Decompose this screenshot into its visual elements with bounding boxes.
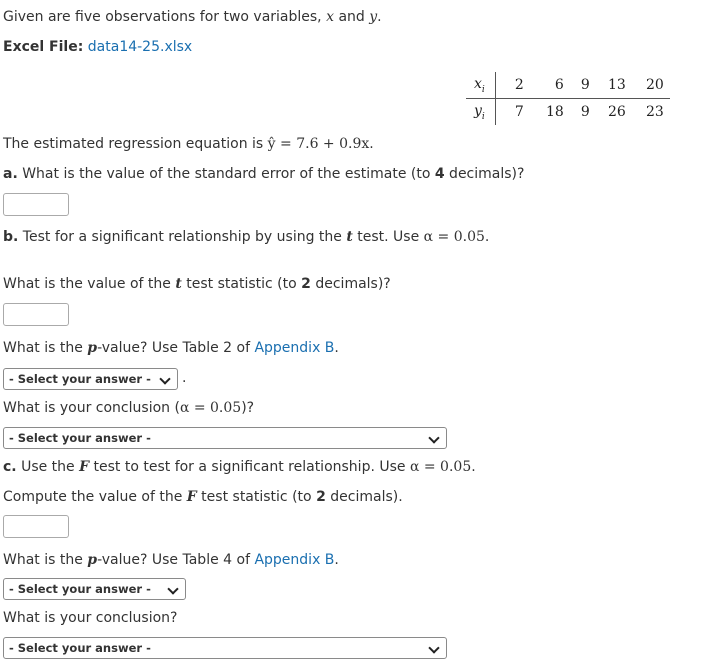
f-pvalue-question: What is the p-value? Use Table 4 of Appendix B. xyxy=(3,552,339,568)
x-value: 2 xyxy=(495,72,524,99)
excel-file-link[interactable]: data14-25.xlsx xyxy=(87,39,193,55)
f-statistic-input[interactable] xyxy=(3,515,69,538)
appendix-b-link[interactable]: Appendix B xyxy=(254,340,335,356)
t-statistic-question: What is the value of the t test statistic (to 2 decimals)? xyxy=(3,276,391,292)
f-pvalue-select[interactable]: - Select your answer - xyxy=(3,578,186,600)
y-value: 23 xyxy=(645,104,664,120)
x-value: 6 xyxy=(524,72,564,99)
f-statistic-question: Compute the value of the F test statistic (to 2 decimals). xyxy=(3,489,403,505)
excel-file-line xyxy=(3,39,192,55)
x-row xyxy=(466,72,670,99)
chevron-down-icon xyxy=(159,373,170,384)
x-value: 20 xyxy=(626,72,670,99)
chevron-down-icon xyxy=(167,583,178,594)
chevron-down-icon xyxy=(428,642,439,653)
std-error-input[interactable] xyxy=(3,193,69,216)
t-pvalue-select[interactable]: - Select your answer - xyxy=(3,368,178,390)
regression-equation-line: The estimated regression equation is ŷ = 7.6 + 0.9x. xyxy=(3,136,374,152)
chevron-down-icon xyxy=(428,432,439,443)
x-value: 9 xyxy=(564,72,590,99)
y-value: 26 xyxy=(607,104,626,120)
intro-text: Given are five observations for two variables, x and y. xyxy=(3,9,382,25)
x-value: 13 xyxy=(590,72,626,99)
y-value: 7 xyxy=(514,104,524,120)
part-a-question: a. What is the value of the standard error of the estimate (to 4 decimals)? xyxy=(3,166,525,182)
t-statistic-input[interactable] xyxy=(3,303,69,326)
y-label: $y_i$ xyxy=(466,99,495,126)
x-label: $x_i$ xyxy=(466,72,495,99)
excel-file-label: Excel File: xyxy=(3,39,84,55)
regression-equation: ŷ = 7.6 + 0.9x xyxy=(267,136,370,152)
part-c-intro: c. Use the F test to test for a significant relationship. Use α = 0.05. xyxy=(3,459,476,475)
t-conclusion-question: What is your conclusion (α = 0.05)? xyxy=(3,400,255,416)
appendix-b-link[interactable]: Appendix B xyxy=(254,552,335,568)
y-value: 18 xyxy=(545,104,564,120)
f-conclusion-select[interactable]: - Select your answer - xyxy=(3,637,447,659)
y-row xyxy=(466,99,670,126)
t-pvalue-question: What is the p-value? Use Table 2 of Appendix B. xyxy=(3,340,339,356)
f-conclusion-question: What is your conclusion? xyxy=(3,610,178,626)
part-b-intro: b. Test for a significant relationship by using the t test. Use α = 0.05. xyxy=(3,229,490,245)
observations-table xyxy=(466,72,670,125)
t-conclusion-select[interactable]: - Select your answer - xyxy=(3,427,447,449)
y-value: 9 xyxy=(580,104,590,120)
